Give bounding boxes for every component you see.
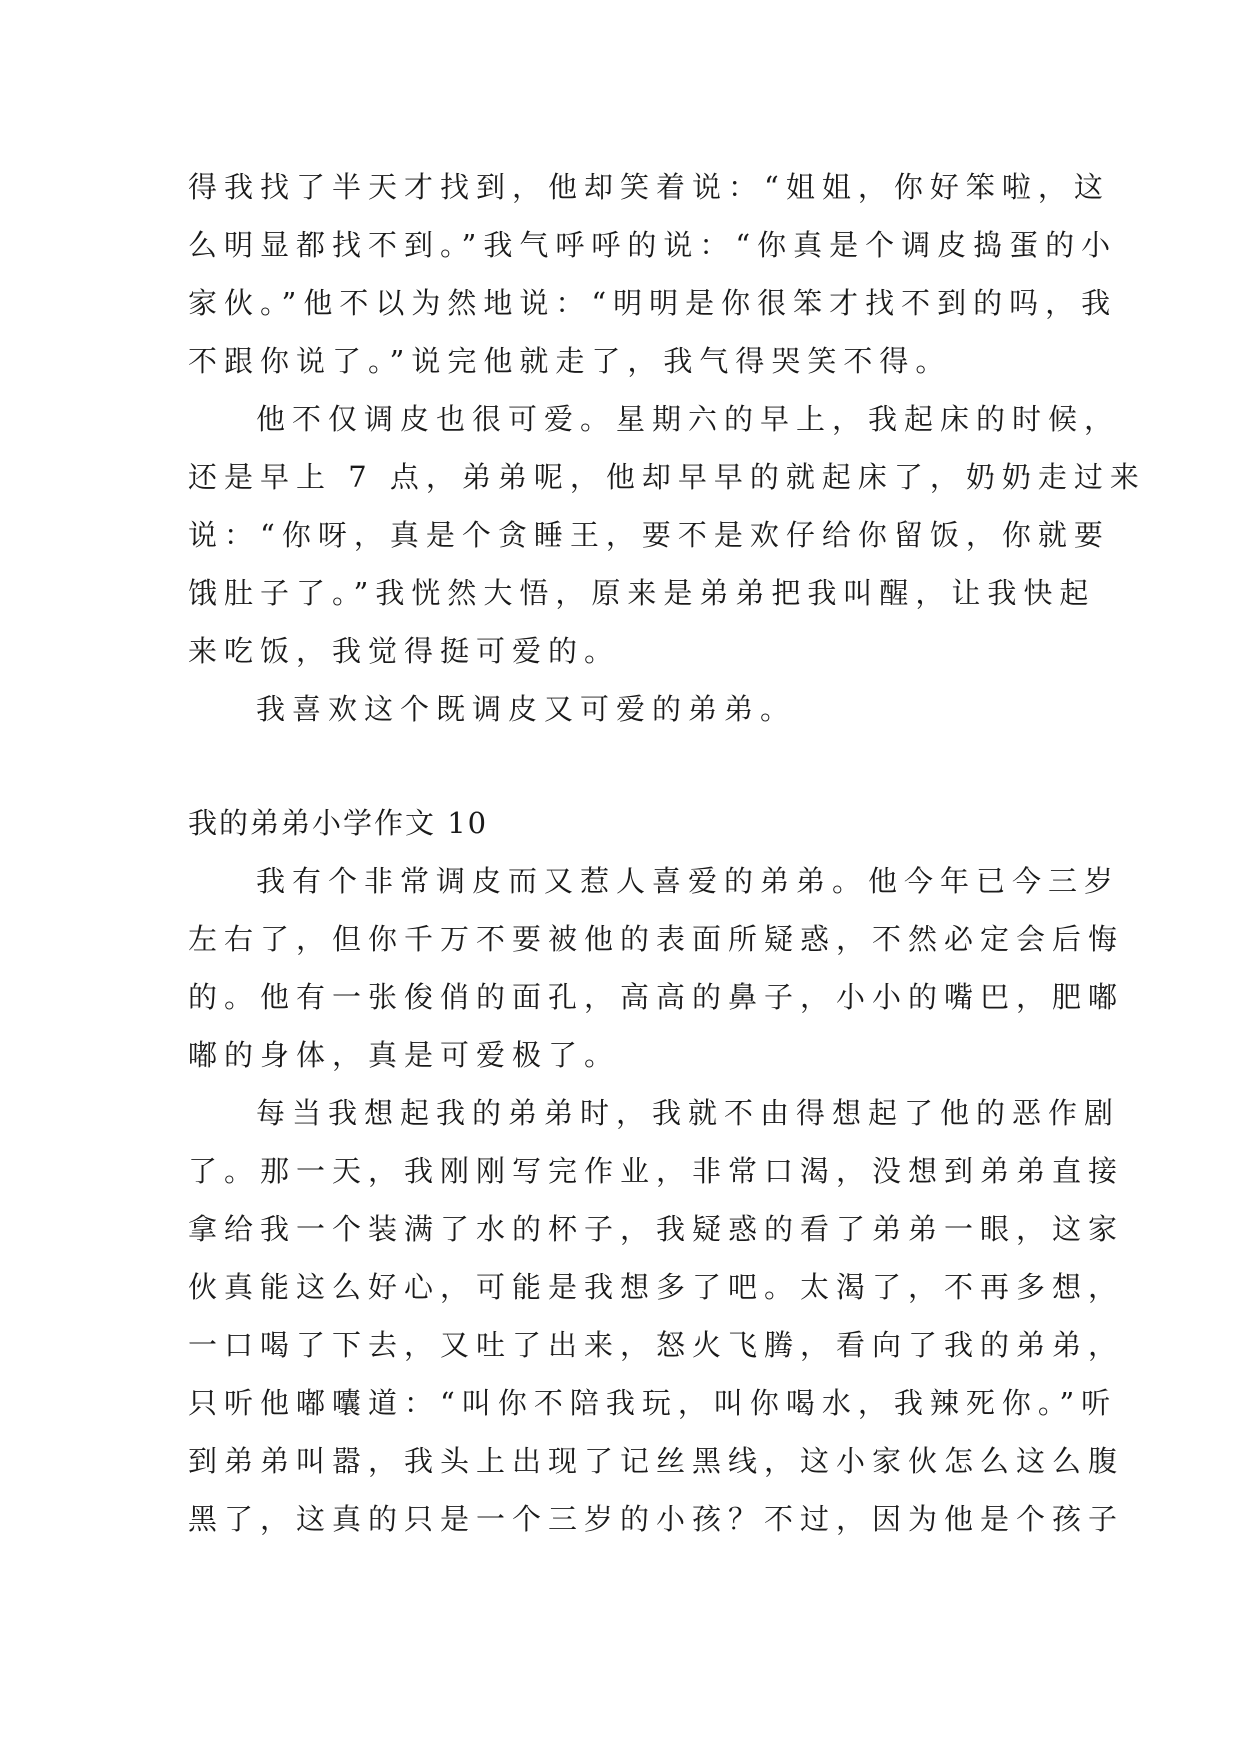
text-line: 不跟你说了。”说完他就走了，我气得哭笑不得。 xyxy=(188,344,952,378)
text-line: 左右了，但你千万不要被他的表面所疑惑，不然必定会后悔 xyxy=(188,922,1125,956)
text-line: 说：“你呀，真是个贪睡王，要不是欢仔给你留饭，你就要 xyxy=(188,518,1110,552)
text-line: 么明显都找不到。”我气呼呼的说：“你真是个调皮捣蛋的小 xyxy=(188,228,1118,262)
text-line: 还是早上 7 点，弟弟呢，他却早早的就起床了，奶奶走过来 xyxy=(188,460,1146,494)
essay-heading xyxy=(188,794,1058,852)
text-line: 一口喝了下去，又吐了出来，怒火飞腾，看向了我的弟弟， xyxy=(188,1328,1125,1362)
text-line: 伙真能这么好心，可能是我想多了吧。太渴了，不再多想， xyxy=(188,1270,1125,1304)
text-line: 拿给我一个装满了水的杯子，我疑惑的看了弟弟一眼，这家 xyxy=(188,1212,1125,1246)
text-line: 的。他有一张俊俏的面孔，高高的鼻子，小小的嘴巴，肥嘟 xyxy=(188,980,1125,1014)
paragraph xyxy=(188,852,1125,1084)
text-line: 我有个非常调皮而又惹人喜爱的弟弟。他今年已今三岁 xyxy=(256,864,1121,898)
paragraph xyxy=(188,390,1146,680)
text-line: 嘟的身体，真是可爱极了。 xyxy=(188,1038,621,1072)
text-line: 黑了，这真的只是一个三岁的小孩？不过，因为他是个孩子 xyxy=(188,1502,1125,1536)
text-line: 了。那一天，我刚刚写完作业，非常口渴，没想到弟弟直接 xyxy=(188,1154,1125,1188)
text-line: 得我找了半天才找到，他却笑着说：“姐姐，你好笨啦，这 xyxy=(188,170,1110,204)
text-line: 到弟弟叫嚣，我头上出现了记丝黑线，这小家伙怎么这么腹 xyxy=(188,1444,1125,1478)
heading-text: 我的弟弟小学作文 10 xyxy=(188,806,489,840)
text-line: 每当我想起我的弟弟时，我就不由得想起了他的恶作剧 xyxy=(256,1096,1121,1130)
text-line: 饿肚子了。”我恍然大悟，原来是弟弟把我叫醒，让我快起 xyxy=(188,576,1096,610)
text-line: 我喜欢这个既调皮又可爱的弟弟。 xyxy=(256,692,797,726)
paragraph xyxy=(188,158,1118,390)
paragraph xyxy=(188,1084,1125,1548)
text-line: 来吃饭，我觉得挺可爱的。 xyxy=(188,634,621,668)
text-line: 他不仅调皮也很可爱。星期六的早上，我起床的时候， xyxy=(256,402,1121,436)
text-line: 只听他嘟囔道：“叫你不陪我玩，叫你喝水，我辣死你。”听 xyxy=(188,1386,1118,1420)
document-page xyxy=(188,158,1146,1548)
paragraph xyxy=(188,680,1058,738)
text-line: 家伙。”他不以为然地说：“明明是你很笨才找不到的吗，我 xyxy=(188,286,1118,320)
